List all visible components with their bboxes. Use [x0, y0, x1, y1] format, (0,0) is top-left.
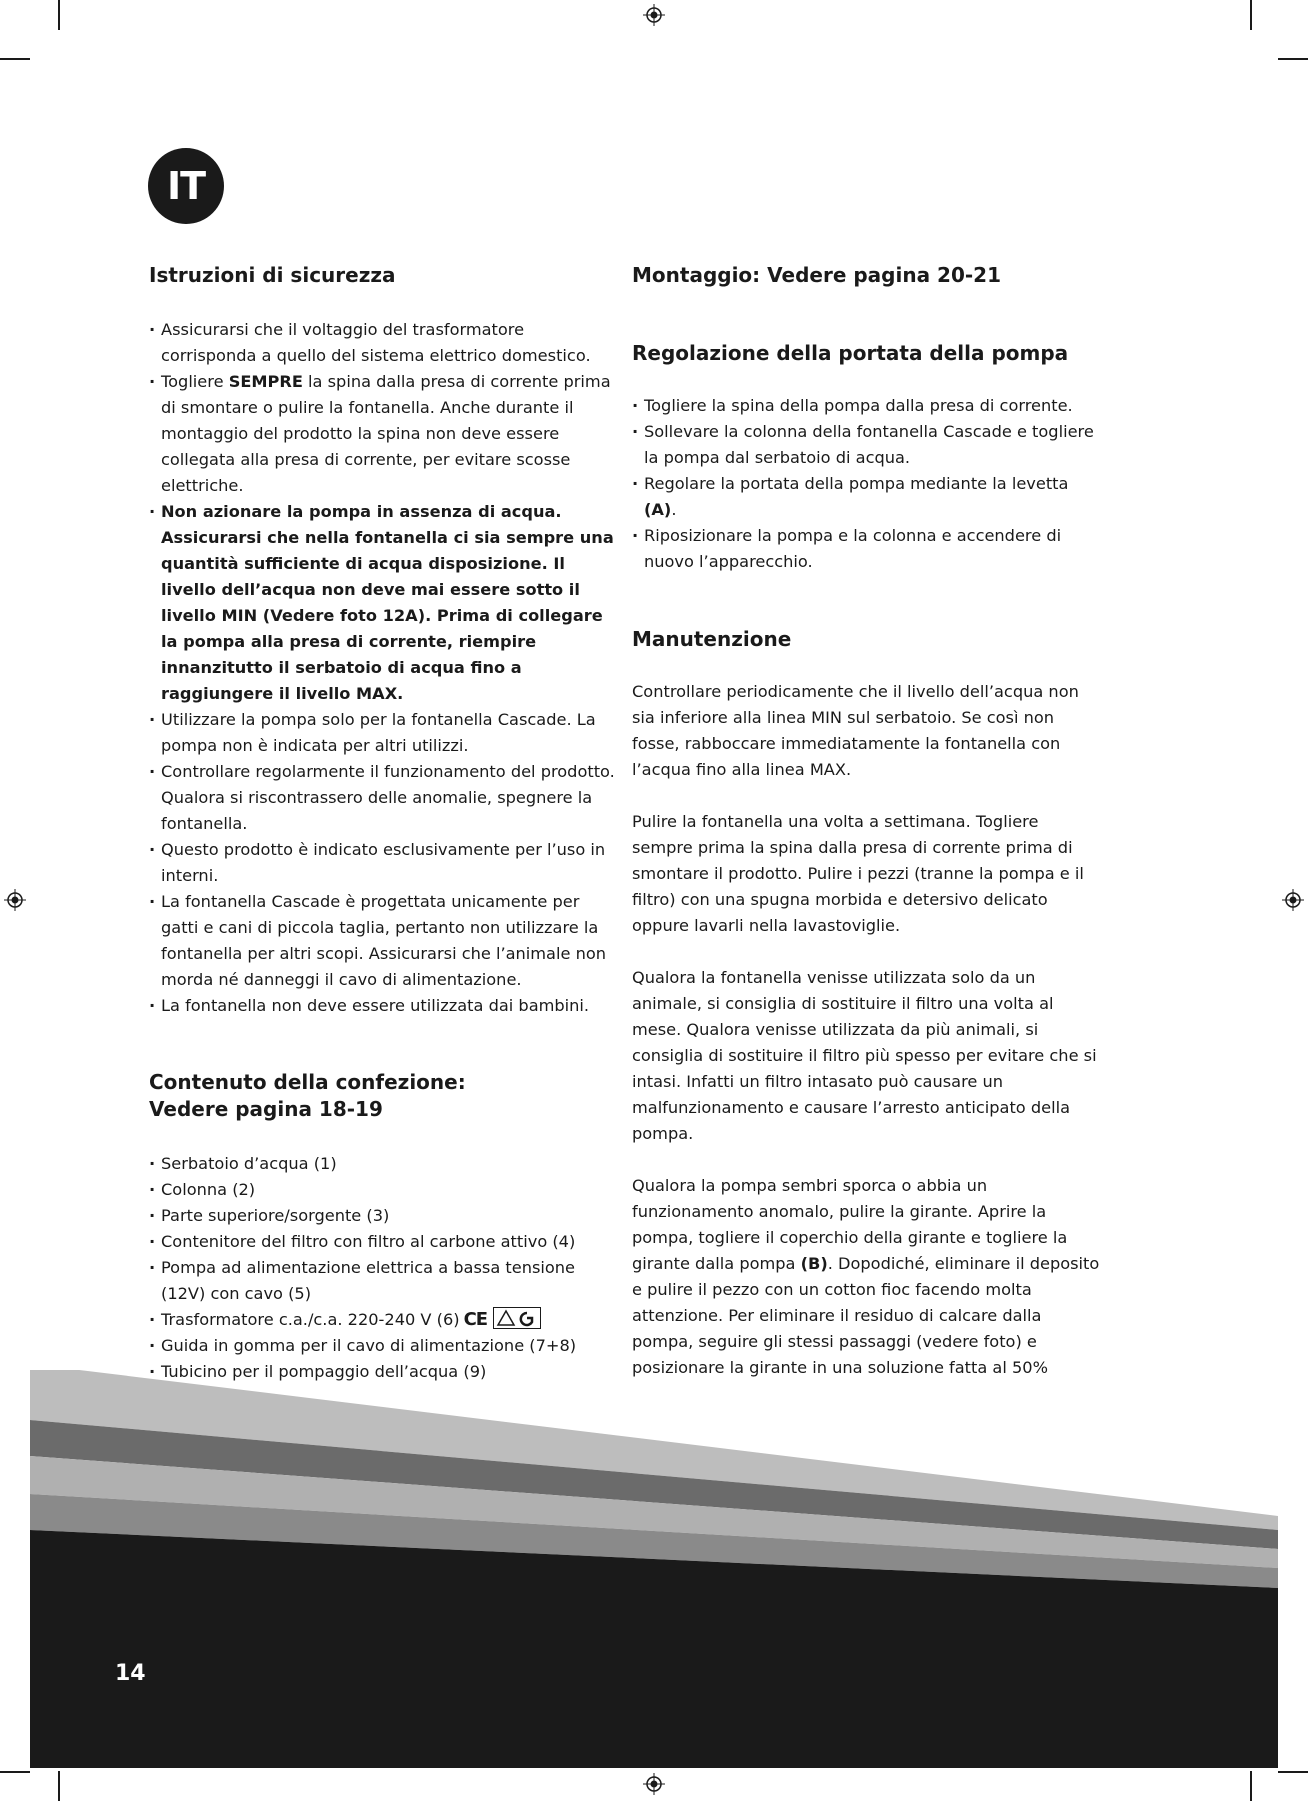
footer-stripes	[0, 1370, 1308, 1801]
list-item: · Riposizionare la pompa e la colonna e accendere di nuovo l’apparecchio.	[632, 523, 1102, 575]
maintenance-paragraph: Qualora la pompa sembri sporca o abbia un funzionamento anomalo, pulire la girante. Aprire la pompa, togliere il coperchio della girante e togliere la girante dalla pompa (B). Dopodiché, eliminare il deposito e pulire il pezzo con un cotton fioc facendo molta attenzione. Per eliminare il residuo di calcare dalla pompa, seguire gli stessi passaggi (vedere foto) e posizionare la girante in una soluzione fatta al 50%	[632, 1176, 1100, 1377]
crop-mark	[1250, 0, 1252, 30]
emphasis-text: SEMPRE	[228, 372, 303, 391]
crop-mark	[58, 0, 60, 30]
list-item: · Serbatoio d’acqua (1)	[149, 1151, 619, 1177]
emphasis-text: (A)	[644, 500, 672, 519]
list-item: · Utilizzare la pompa solo per la fontanella Cascade. La pompa non è indicata per altri utilizzi.	[149, 707, 619, 759]
list-item: · Parte superiore/sorgente (3)	[149, 1203, 619, 1229]
safety-heading: Istruzioni di sicurezza	[149, 263, 396, 287]
list-item: · Pompa ad alimentazione elettrica a bassa tensione (12V) con cavo (5)	[149, 1255, 619, 1307]
list-item: · Tubicino per il pompaggio dell’acqua (9)	[149, 1359, 619, 1385]
contents-list	[149, 1151, 619, 1385]
flow-list	[632, 393, 1102, 575]
crop-mark	[1278, 58, 1308, 60]
emphasis-text: (B)	[800, 1254, 828, 1273]
list-item: · Togliere SEMPRE la spina dalla presa di corrente prima di smontare o pulire la fontanella. Anche durante il montaggio del prodotto la spina non deve essere collegata alla presa di corrente, per evitare scosse elettriche.	[149, 369, 619, 499]
contents-heading: Contenuto della confezione: Vedere pagina 18-19	[149, 1070, 466, 1121]
registration-mark-icon	[643, 4, 665, 26]
list-item: · La fontanella non deve essere utilizzata dai bambini.	[149, 993, 619, 1019]
left-column	[149, 262, 619, 1385]
maintenance-paragraph: Controllare periodicamente che il livello dell’acqua non sia inferiore alla linea MIN sul serbatoio. Se così non fosse, rabboccare immediatamente la fontanella con l’acqua fino alla linea MAX.	[632, 682, 1079, 779]
gs-certification-icon	[493, 1307, 541, 1329]
list-item-warning: · Non azionare la pompa in assenza di acqua. Assicurarsi che nella fontanella ci sia sempre una quantità sufficiente di acqua disposizione. Il livello dell’acqua non deve mai essere sotto il livello MIN (Vedere foto 12A). Prima di collegare la pompa alla presa di corrente, riempire innanzitutto il serbatoio di acqua fino a raggiungere il livello MAX.	[149, 499, 619, 707]
maintenance-paragraph: Pulire la fontanella una volta a settimana. Togliere sempre prima la spina dalla presa di corrente prima di smontare il prodotto. Pulire i pezzi (tranne la pompa e il filtro) con una spugna morbida e detersivo delicato oppure lavarli nella lavastoviglie.	[632, 812, 1084, 935]
maintenance-heading: Manutenzione	[632, 627, 792, 651]
list-item: · Questo prodotto è indicato esclusivamente per l’uso in interni.	[149, 837, 619, 889]
maintenance-paragraph: Qualora la fontanella venisse utilizzata solo da un animale, si consiglia di sostituire il filtro una volta al mese. Qualora venisse utilizzata da più animali, si consiglia di sostituire il filtro più spesso per evitare che si intasi. Infatti un filtro intasato può causare un malfunzionamento e causare l’arresto anticipato della pompa.	[632, 968, 1097, 1143]
registration-mark-icon	[4, 889, 26, 911]
right-column	[632, 262, 1102, 1381]
ce-mark-icon: CE	[463, 1309, 488, 1330]
registration-mark-icon	[1282, 889, 1304, 911]
list-item: · Controllare regolarmente il funzionamento del prodotto. Qualora si riscontrassero delle anomalie, spegnere la fontanella.	[149, 759, 619, 837]
list-item: · Regolare la portata della pompa mediante la levetta (A).	[632, 471, 1102, 523]
list-item: · Trasformatore c.a./c.a. 220-240 V (6) CE	[149, 1307, 619, 1333]
assembly-heading: Montaggio: Vedere pagina 20-21	[632, 263, 1001, 287]
list-item: · Sollevare la colonna della fontanella Cascade e togliere la pompa dal serbatoio di acqua.	[632, 419, 1102, 471]
list-item: · La fontanella Cascade è progettata unicamente per gatti e cani di piccola taglia, pertanto non utilizzare la fontanella per altri scopi. Assicurarsi che l’animale non morda né danneggi il cavo di alimentazione.	[149, 889, 619, 993]
list-item: · Colonna (2)	[149, 1177, 619, 1203]
list-item: · Assicurarsi che il voltaggio del trasformatore corrisponda a quello del sistema elettrico domestico.	[149, 317, 619, 369]
list-item: · Contenitore del filtro con filtro al carbone attivo (4)	[149, 1229, 619, 1255]
flow-heading: Regolazione della portata della pompa	[632, 341, 1069, 365]
list-item: · Guida in gomma per il cavo di alimentazione (7+8)	[149, 1333, 619, 1359]
language-badge: IT	[148, 148, 224, 224]
crop-mark	[0, 58, 30, 60]
list-item: · Togliere la spina della pompa dalla presa di corrente.	[632, 393, 1102, 419]
page-number: 14	[115, 1661, 146, 1686]
safety-list	[149, 317, 619, 1019]
